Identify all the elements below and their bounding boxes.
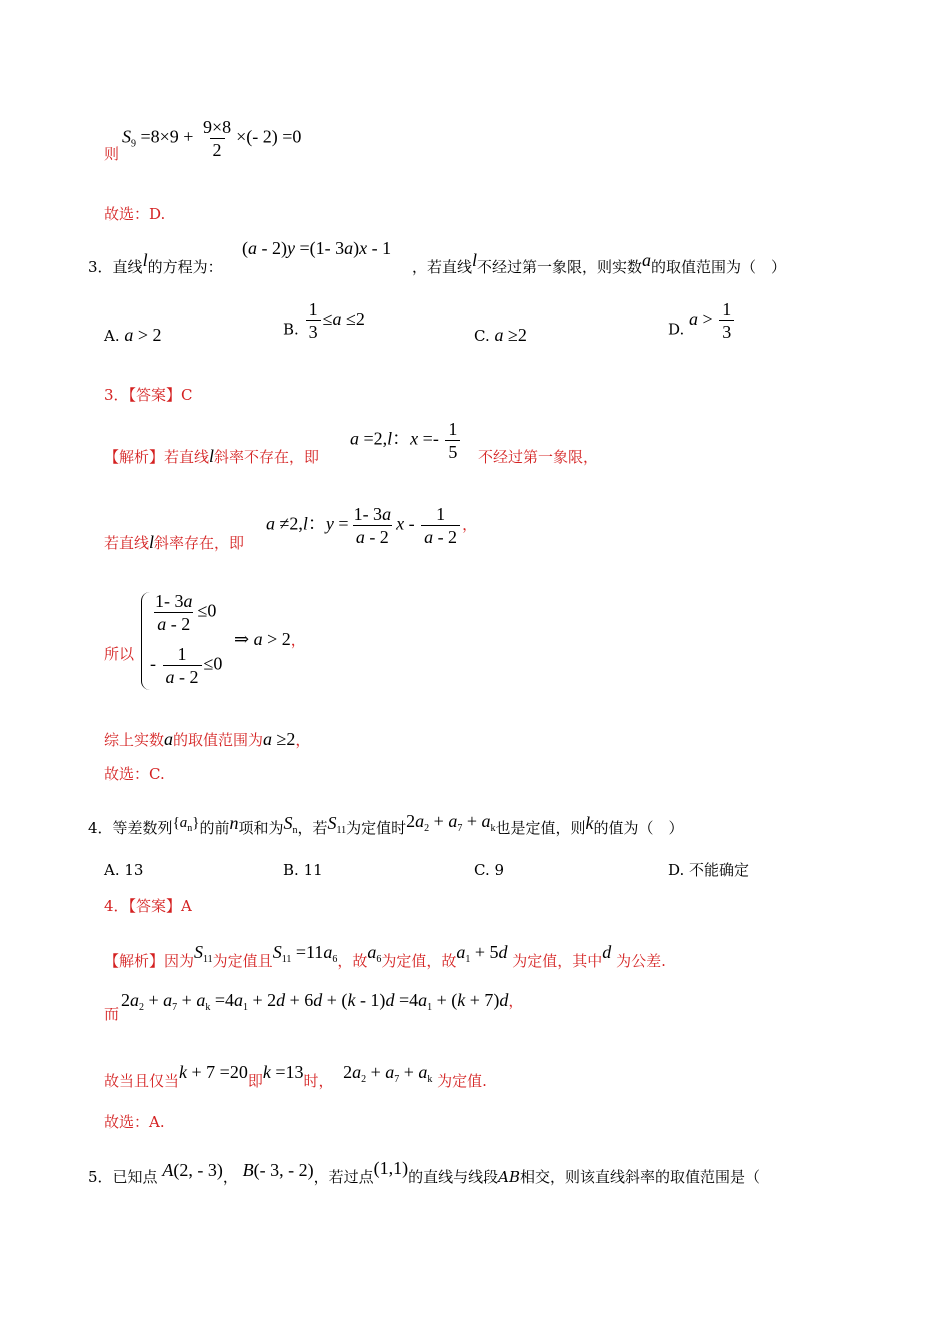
q3-jiexi-1c: 不经过第一象限， xyxy=(478,448,599,466)
guxuan-d: 故选：D. xyxy=(104,205,166,223)
q3-option-c[interactable]: C. a ≥2 xyxy=(474,325,527,345)
q3-slope-formula: a ≠2,l：y = $\frac{1- 3a}{a - 2}$ x - $\frac{1}{a - 2}$ ， xyxy=(266,504,478,547)
q4-option-c[interactable]: C. 9 xyxy=(474,861,505,879)
q4-option-b[interactable]: B. 11 xyxy=(283,861,323,879)
q3-ineq-2: - $\frac{1}{a - 2}$ ≤0 xyxy=(150,644,223,687)
q3-zongshang: 综上实数a的取值范围为a ≥2， xyxy=(104,729,311,749)
q3-option-a[interactable]: A. a > 2 xyxy=(104,325,162,345)
q3-option-d[interactable]: D. a > $\frac{1}{3}$ xyxy=(668,298,736,343)
q3-jiexi-2: 若直线l斜率存在，即 xyxy=(104,532,245,552)
q3-stem: 3．直线l的方程为： xyxy=(88,250,223,276)
q4-gudang: 故当且仅当k + 7 =20即k =13时， $2a_2 + a_7 + a_k$ 为定值. xyxy=(104,1062,487,1090)
q3-number: 3． xyxy=(88,258,113,276)
s9-formula: $S_9 =8\times 9$ + $\frac{9\times 8}{2}$ ×(- 2) =0 xyxy=(122,117,302,160)
q3-suoyi: 所以 xyxy=(104,645,135,663)
q3-jiexi-1: 【解析】若直线l斜率不存在，即 xyxy=(104,446,320,466)
q4-guxuan: 故选：A. xyxy=(104,1113,165,1131)
q3-stem-rest: ，若直线l不经过第一象限，则实数a的取值范围为（ ） xyxy=(412,250,787,276)
q3-answer: 3．【答案】C xyxy=(104,386,193,404)
q4-option-a[interactable]: A. 13 xyxy=(104,861,144,879)
q3-ineq-1: $\frac{1- 3a}{a - 2}$ ≤0 xyxy=(155,591,217,634)
q4-option-d[interactable]: D. 不能确定 xyxy=(668,861,750,879)
q4-stem: 4．等差数列$\{a_n\}$的前n项和为$S_n$，若$S_{11}$为定值时$2a_2 + a_7 + a_k$也是定值，则k的值为（ ） xyxy=(88,811,684,837)
q5-stem: 5．已知点 A(2, - 3)， B(- 3, - 2)，若过点(1,1)的直线与线段AB相交，则该直线斜率的取值范围是（ xyxy=(88,1158,761,1186)
q4-sum-formula: $2a_2 + a_7 + a_k =4a_1 + 2d + 6d + (k - 1)d =4a_1 + (k + 7)d$， xyxy=(121,990,524,1013)
q3-implies: ⇒ a > 2， xyxy=(234,629,306,649)
q3-a-eq-2: a =2,l：x =- $\frac{1}{5}$ xyxy=(350,418,462,463)
ze-text: 则 xyxy=(104,145,120,163)
q3-guxuan: 故选：C. xyxy=(104,765,165,783)
q4-er: 而 xyxy=(104,1005,120,1023)
q4-answer: 4．【答案】A xyxy=(104,897,192,915)
q4-jiexi-1: 【解析】因为$S_{11}$为定值且$S_{11} =11a_6$，故$a_6$为定值，故$a_1 + 5d$ 为定值，其中d 为公差. xyxy=(104,942,666,970)
q3-equation: (a - 2)y =(1- 3a)x - 1 xyxy=(242,238,392,258)
q3-option-b[interactable]: B. $\frac{1}{3}$ ≤a ≤2 xyxy=(283,299,365,342)
system-brace xyxy=(141,592,150,690)
